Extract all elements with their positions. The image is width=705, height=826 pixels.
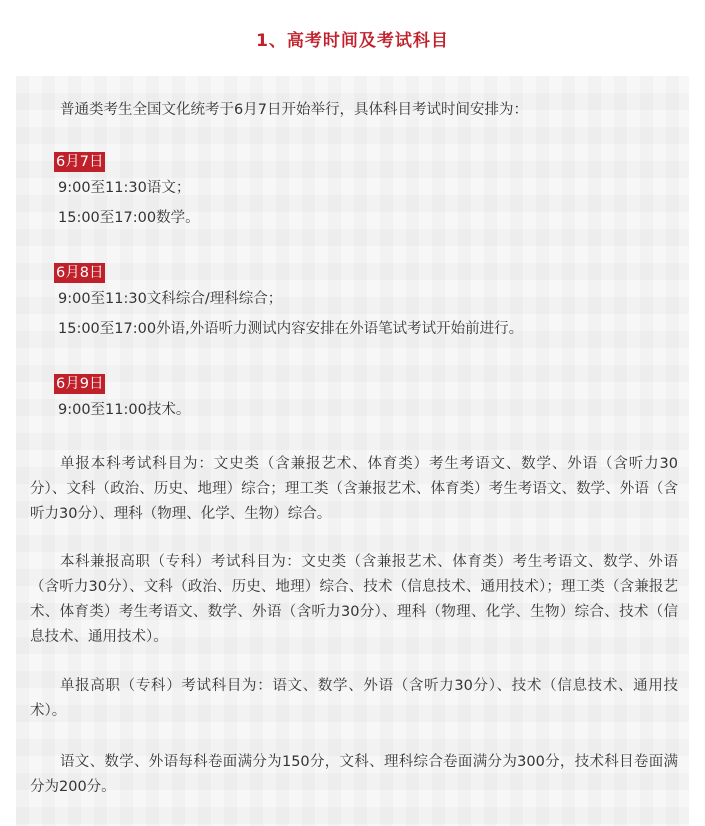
paragraph-undergrad-subjects: 单报本科考试科目为：文史类（含兼报艺术、体育类）考生考语文、数学、外语（含听力30分）、文科（政治、历史、地理）综合；理工类（含兼报艺术、体育类）考生考语文、数学、外语（含听力30分）、理科（物理、化学、生物）综合。	[30, 456, 678, 522]
schedule-item: 9:00至11:30文科综合/理科综合；	[58, 291, 283, 307]
date-tag-day2: 6月8日	[56, 265, 104, 281]
paragraph-combined-subjects: 本科兼报高职（专科）考试科目为：文史类（含兼报艺术、体育类）考生考语文、数学、外语（含听力30分）、文科（政治、历史、地理）综合、技术（信息技术、通用技术）；理工类（含兼报艺术、体育类）考生考语文、数学、外语（含听力30分）、理科（物理、化学、生物）综合、技术（信息技术、通用技术）。	[30, 554, 678, 645]
content-panel	[16, 76, 689, 826]
section-title: 1、高考时间及考试科目	[256, 31, 449, 51]
schedule-item: 9:00至11:30语文；	[58, 180, 191, 196]
date-tag-day3: 6月9日	[56, 376, 104, 392]
date-tag-day1: 6月7日	[56, 154, 104, 170]
paragraph-vocational-subjects: 单报高职（专科）考试科目为：语文、数学、外语（含听力30分）、技术（信息技术、通用技术）。	[30, 678, 678, 719]
paragraph-score-info: 语文、数学、外语每科卷面满分为150分，文科、理科综合卷面满分为300分，技术科目卷面满分为200分。	[30, 754, 678, 795]
schedule-item: 15:00至17:00数学。	[58, 210, 200, 226]
schedule-item: 15:00至17:00外语,外语听力测试内容安排在外语笔试考试开始前进行。	[58, 321, 524, 337]
schedule-item: 9:00至11:00技术。	[58, 402, 191, 418]
intro-text: 普通类考生全国文化统考于6月7日开始举行，具体科目考试时间安排为：	[60, 102, 528, 118]
